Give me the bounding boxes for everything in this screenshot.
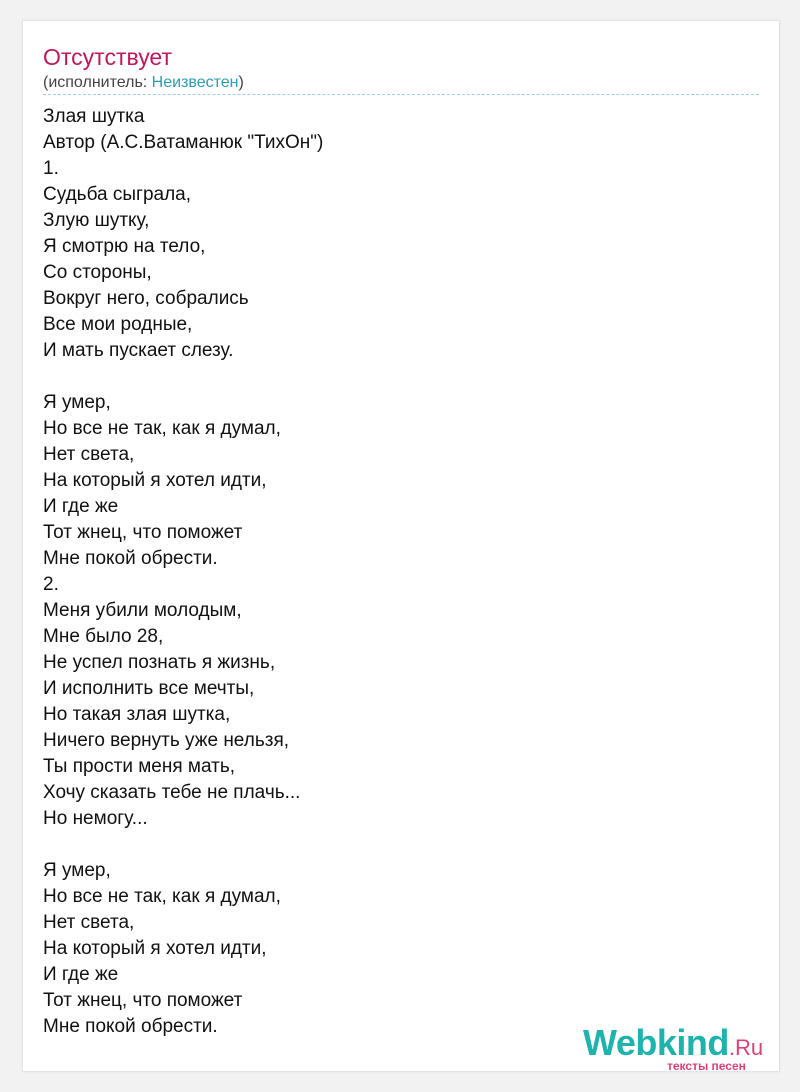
lyrics-card <box>22 20 780 1072</box>
lyrics-line: И где же <box>43 964 119 985</box>
lyrics-line: И мать пускает слезу. <box>43 340 234 361</box>
lyrics-line: Все мои родные, <box>43 314 193 335</box>
lyrics-line: Тот жнец, что поможет <box>43 522 243 543</box>
lyrics-line: Меня убили молодым, <box>43 600 242 621</box>
lyrics-line: На который я хотел идти, <box>43 470 267 491</box>
lyrics-line: 2. <box>43 574 59 595</box>
lyrics-line: Но все не так, как я думал, <box>43 886 281 907</box>
lyrics-line: Ты прости меня мать, <box>43 756 236 777</box>
lyrics-line: Не успел познать я жизнь, <box>43 652 276 673</box>
lyrics-blank-line <box>43 832 323 858</box>
logo-tagline: тексты песен <box>667 1059 746 1073</box>
lyrics-line: Но такая злая шутка, <box>43 704 231 725</box>
lyrics-line: Я умер, <box>43 860 111 881</box>
artist-line <box>43 73 244 93</box>
lyrics-line: Судьба сыграла, <box>43 184 192 205</box>
lyrics-line: И где же <box>43 496 119 517</box>
lyrics-line: Нет света, <box>43 444 135 465</box>
lyrics-line: Мне было 28, <box>43 626 164 647</box>
webkind-logo[interactable] <box>583 1023 783 1073</box>
lyrics-line: Со стороны, <box>43 262 152 283</box>
song-title: Отсутствует <box>43 44 172 70</box>
dashed-divider <box>43 94 759 95</box>
lyrics-line: Мне покой обрести. <box>43 1016 218 1037</box>
lyrics-line: Нет света, <box>43 912 135 933</box>
lyrics-line: На который я хотел идти, <box>43 938 267 959</box>
lyrics-line: Вокруг него, собрались <box>43 288 249 309</box>
lyrics-line: И исполнить все мечты, <box>43 678 255 699</box>
lyrics-text <box>43 104 323 1040</box>
lyrics-line: Ничего вернуть уже нельзя, <box>43 730 290 751</box>
artist-prefix: (исполнитель: <box>43 74 152 91</box>
lyrics-line: Но немогу... <box>43 808 148 829</box>
artist-link[interactable]: Неизвестен <box>151 74 239 91</box>
lyrics-line: Тот жнец, что поможет <box>43 990 243 1011</box>
lyrics-line: Автор (А.С.Ватаманюк "ТихОн") <box>43 132 324 153</box>
lyrics-line: Но все не так, как я думал, <box>43 418 281 439</box>
lyrics-blank-line <box>43 364 323 390</box>
lyrics-line: Злая шутка <box>43 106 145 127</box>
lyrics-line: Мне покой обрести. <box>43 548 218 569</box>
lyrics-line: 1. <box>43 158 59 179</box>
artist-suffix: ) <box>238 74 244 91</box>
lyrics-line: Злую шутку, <box>43 210 150 231</box>
lyrics-line: Хочу сказать тебе не плачь... <box>43 782 301 803</box>
lyrics-line: Я умер, <box>43 392 111 413</box>
logo-name: Webkind <box>583 1022 729 1063</box>
lyrics-line: Я смотрю на тело, <box>43 236 206 257</box>
logo-tld: .Ru <box>728 1035 764 1060</box>
